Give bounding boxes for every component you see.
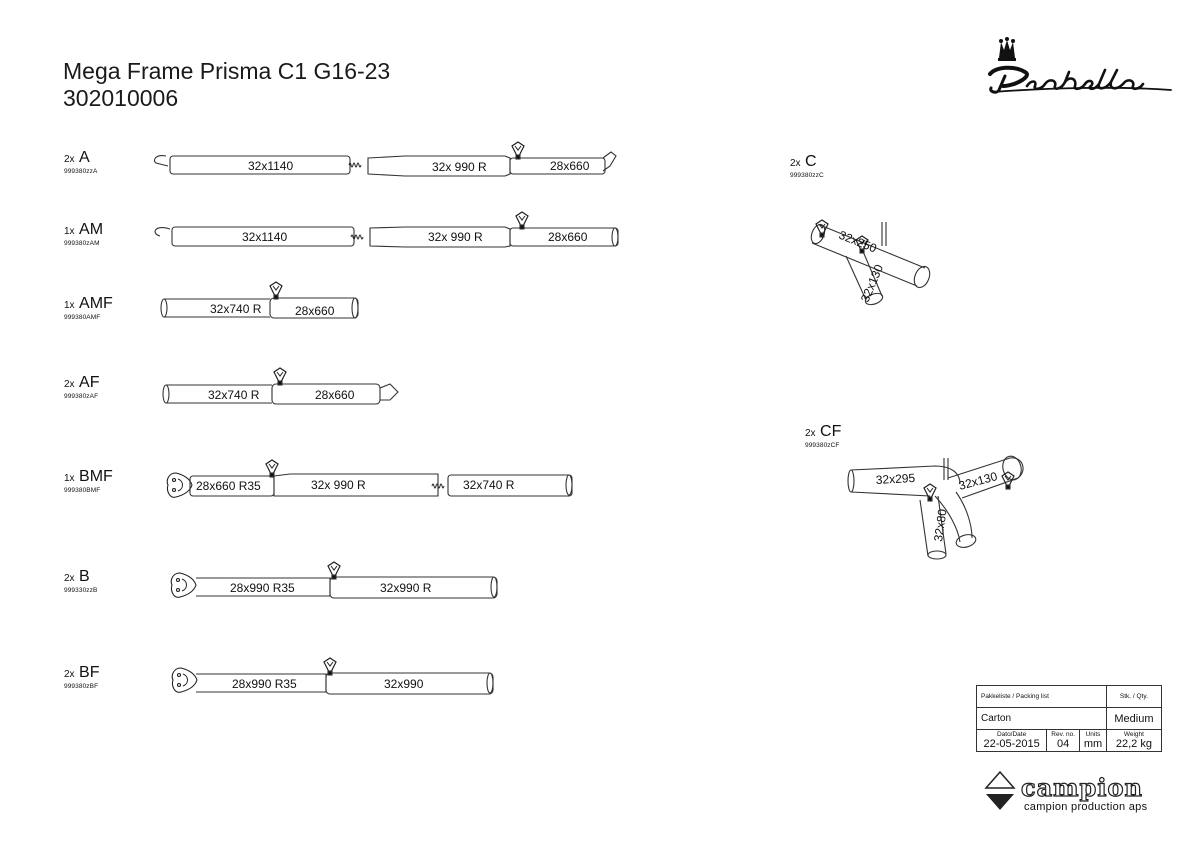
- part-number: 999380zzC: [790, 172, 824, 179]
- part-code: A: [79, 149, 90, 166]
- segment-label: 32x990: [384, 677, 424, 691]
- part-qty: 1x: [64, 300, 75, 311]
- company-name: campion production aps: [1024, 801, 1148, 813]
- part-number: 999380zAM: [64, 240, 100, 247]
- segment-label: 28x660: [295, 304, 335, 318]
- segment-label: 32x 990 R: [428, 230, 483, 244]
- segment-label: 32x 990 R: [432, 160, 487, 174]
- part-number: 999380zzA: [64, 168, 98, 175]
- rev-cell: [1047, 730, 1080, 752]
- tube-BF: [172, 658, 493, 694]
- part-number: 999380AMF: [64, 314, 101, 321]
- segment-label: 32x250: [836, 227, 879, 256]
- tube-B: [171, 562, 497, 598]
- campion-wordmark: campion: [1021, 773, 1143, 802]
- part-qty: 2x: [64, 573, 75, 584]
- units-cell: [1080, 730, 1107, 752]
- segment-label: 32x990 R: [380, 581, 432, 595]
- segment-label: 28x990 R35: [230, 581, 295, 595]
- rev-label: Rev. no.: [1051, 731, 1076, 738]
- segment-label: 32x295: [875, 470, 916, 487]
- title-product-number: 302010006: [63, 85, 179, 111]
- segment-label: 32x 990 R: [311, 478, 366, 492]
- triangle-down-icon: [986, 794, 1014, 810]
- segment-label: 28x660: [315, 388, 355, 402]
- units-value: mm: [1083, 738, 1103, 750]
- rev-value: 04: [1057, 738, 1070, 750]
- tube-A: [154, 142, 616, 176]
- tube-AF: [163, 368, 398, 404]
- segment-label: 32x80: [931, 508, 950, 543]
- part-qty: 1x: [64, 473, 75, 484]
- segment-label: 28x660: [548, 230, 588, 244]
- segment-label: 32x740 R: [210, 302, 262, 316]
- part-code: BF: [79, 664, 100, 681]
- packing-list-header: Pakkeliste / Packing list: [977, 686, 1107, 708]
- segment-label: 32x1140: [242, 230, 288, 244]
- part-code: B: [79, 568, 90, 585]
- part-number: 999380BMF: [64, 487, 101, 494]
- segment-label: 32x740 R: [463, 478, 515, 492]
- packing-item: Carton: [977, 708, 1107, 730]
- units-label: Units: [1085, 731, 1101, 738]
- part-qty: 2x: [805, 428, 816, 439]
- part-number: 999380zAF: [64, 393, 99, 400]
- packing-list-table: [976, 685, 1162, 752]
- tube-CF: [848, 454, 1024, 559]
- part-qty: 2x: [64, 154, 75, 165]
- part-code: AMF: [79, 295, 113, 312]
- date-label: Dato/Date: [996, 731, 1027, 738]
- part-code: C: [805, 153, 817, 170]
- title-product-name: Mega Frame Prisma C1 G16-23: [63, 58, 391, 84]
- triangle-up-icon: [986, 772, 1014, 788]
- part-qty: 2x: [64, 669, 75, 680]
- weight-cell: [1106, 730, 1161, 752]
- part-number: 999380zCF: [805, 442, 840, 449]
- part-code: BMF: [79, 468, 113, 485]
- segment-label: 28x660 R35: [196, 479, 261, 493]
- part-code: AF: [79, 374, 100, 391]
- packing-item-qty: Medium: [1106, 708, 1161, 730]
- segment-label: 28x660: [550, 159, 590, 173]
- segment-label: 32x740 R: [208, 388, 260, 402]
- segment-label: 32x130: [957, 469, 999, 493]
- part-qty: 2x: [790, 158, 801, 169]
- segment-label: 32x130: [857, 262, 887, 305]
- segment-label: 28x990 R35: [232, 677, 297, 691]
- part-code: AM: [79, 221, 104, 238]
- weight-label: Weight: [1123, 731, 1144, 738]
- weight-value: 22,2 kg: [1115, 738, 1152, 750]
- part-number: 999330zzB: [64, 587, 98, 594]
- date-cell: [977, 730, 1047, 752]
- segment-label: 32x1140: [248, 159, 294, 173]
- part-qty: 1x: [64, 226, 75, 237]
- part-number: 999380zBF: [64, 683, 99, 690]
- date-value: 22-05-2015: [983, 738, 1040, 750]
- qty-header: Stk. / Qty.: [1106, 686, 1161, 708]
- part-qty: 2x: [64, 379, 75, 390]
- part-code: CF: [820, 423, 842, 440]
